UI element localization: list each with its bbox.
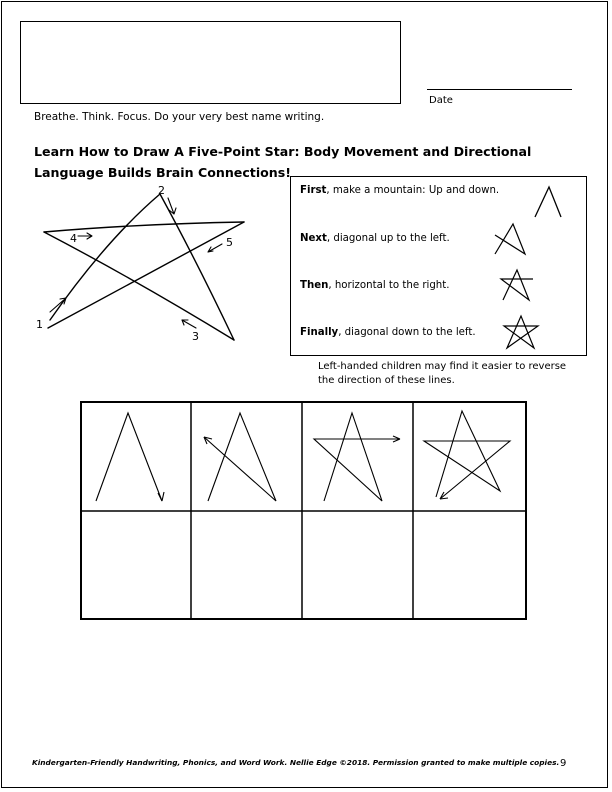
steps-box [290,176,587,356]
arrow-5-icon [208,244,222,252]
step-first: First, make a mountain: Up and down. [300,185,500,196]
star-label-4: 4 [70,232,77,245]
page-title: Learn How to Draw A Five-Point Star: Body Movement and Directional Language Builds Brain Connections! [34,144,532,180]
horizontal-stroke-icon [497,267,537,303]
page-number: 9 [560,758,567,769]
step-then: Then, horizontal to the right. [300,280,450,291]
practice-cell-3 [303,512,412,618]
five-point-star-diagram [26,180,276,360]
practice-cell-4 [414,512,525,618]
star-stroke-5 [48,222,244,328]
star-stroke-4 [44,222,244,232]
practice-cell-2 [192,512,301,618]
left-handed-note: Left-handed children may find it easier to reverse the direction of these lines. [318,361,567,386]
example-complete-star [424,411,510,499]
star-complete-icon [501,313,541,351]
practice-cell-1 [82,512,190,618]
star-stroke-1 [50,194,160,320]
diagonal-left-stroke-icon [491,221,531,257]
arrow-4-icon [78,233,92,239]
star-label-2: 2 [158,184,165,197]
step-next: Next, diagonal up to the left. [300,233,450,244]
star-practice-grid [80,401,528,621]
mountain-stroke-icon [531,183,567,219]
date-line[interactable] [427,89,572,90]
arrow-3-icon [182,320,196,328]
step-finally: Finally, diagonal down to the left. [300,327,476,338]
date-label: Date [429,95,453,106]
name-writing-box[interactable] [20,21,401,104]
name-writing-instruction: Breathe. Think. Focus. Do your very best name writing. [34,111,325,123]
example-diagonal-left [204,413,276,501]
footer-credit: Kindergarten-Friendly Handwriting, Phonics, and Word Work. Nellie Edge ©2018. Permission granted to make multiple copies. [32,758,560,767]
star-label-1: 1 [36,318,43,331]
star-stroke-3 [44,232,234,340]
star-label-5: 5 [226,236,233,249]
star-label-3: 3 [192,330,199,343]
example-mountain [96,413,164,501]
example-horizontal-right [314,413,400,501]
